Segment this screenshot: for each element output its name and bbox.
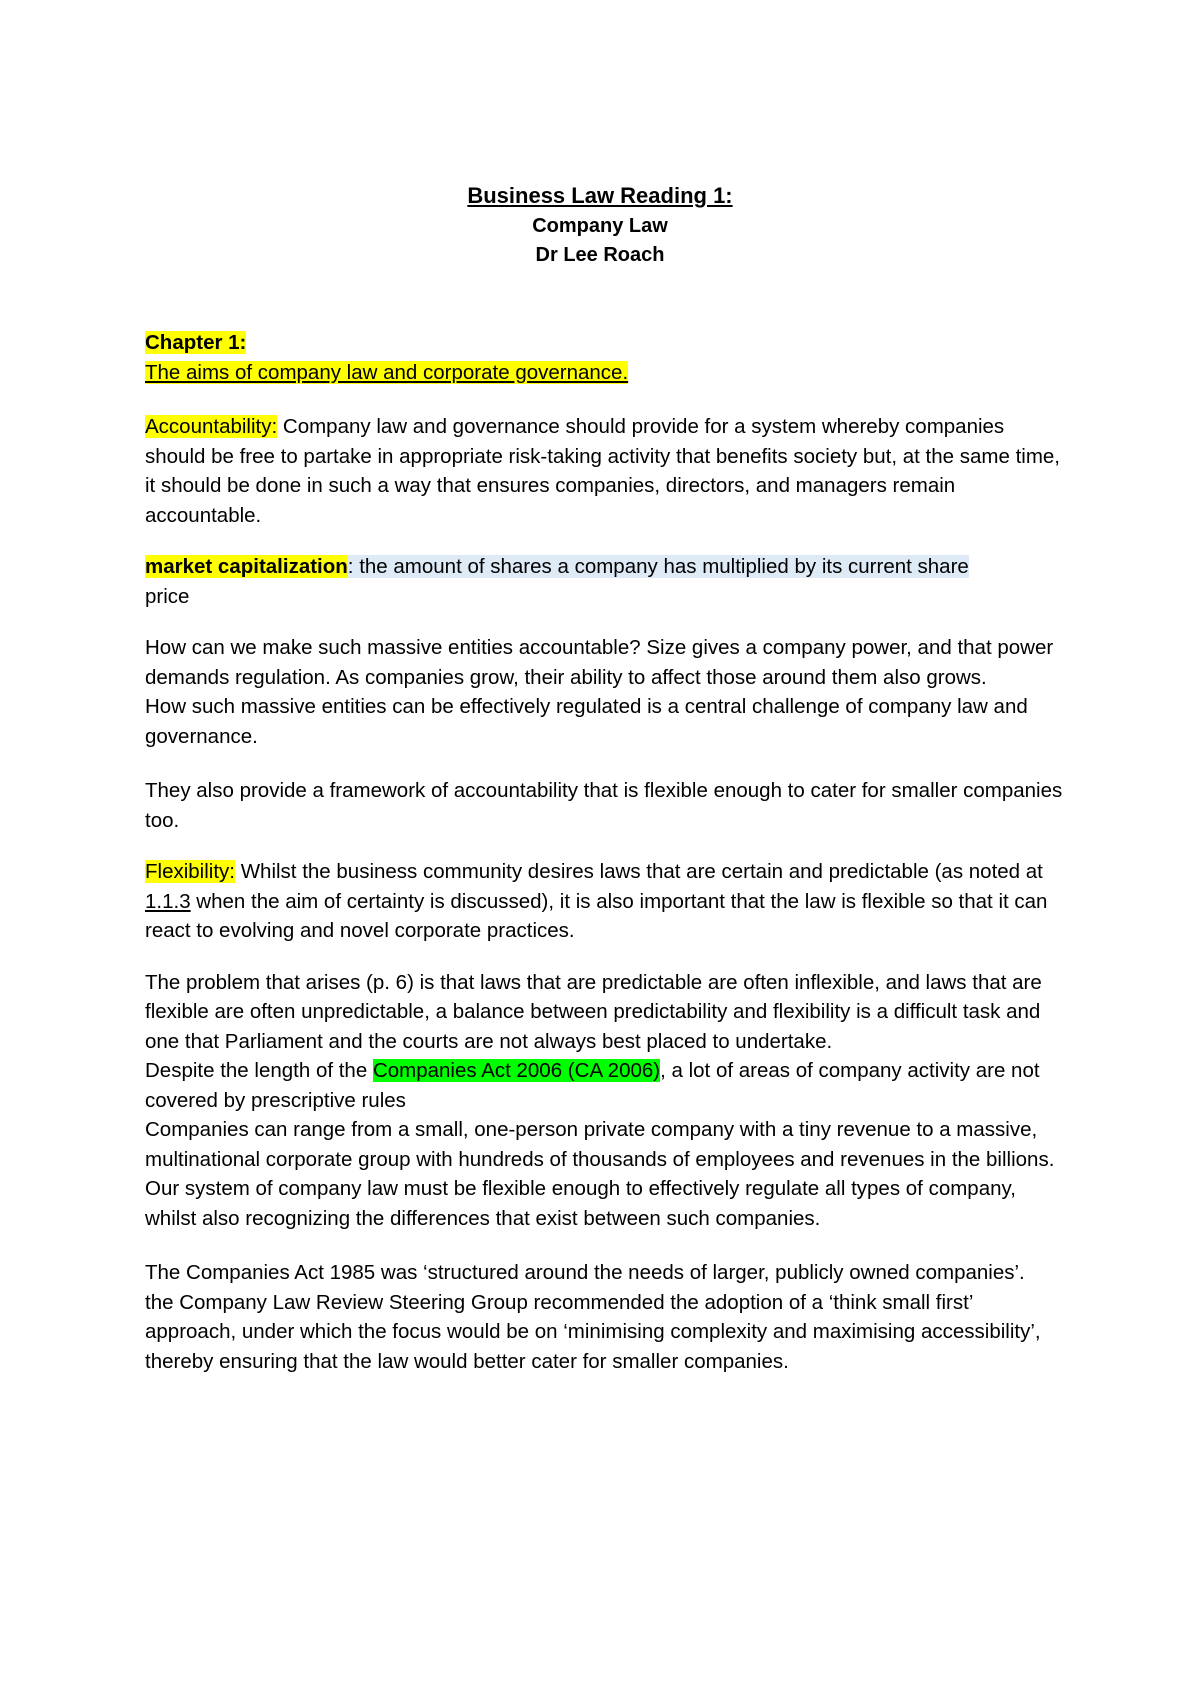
problem-line-1: The problem that arises (p. 6) is that laws that are predictable are often inflexible, and laws that are flexible are often unpredictable, a balance between predictability and flexibility is a difficult task and one that Parliament and the courts are not always best placed to undertake. bbox=[145, 970, 1042, 1053]
framework-paragraph: They also provide a framework of accountability that is flexible enough to cater for smaller companies too. bbox=[145, 779, 1063, 832]
flexibility-text-a: Whilst the business community desires laws that are certain and predictable (as noted at bbox=[235, 860, 1043, 883]
section-reference-link[interactable]: 1.1.3 bbox=[145, 889, 191, 913]
companies-act-highlight: Companies Act 2006 (CA 2006) bbox=[372, 1059, 661, 1082]
accountability-term: Accountability: bbox=[145, 415, 278, 438]
accountability-paragraph bbox=[145, 412, 1065, 530]
market-cap-text: : the amount of shares a company has multiplied by its current share bbox=[347, 555, 969, 578]
document-author: Dr Lee Roach bbox=[535, 244, 665, 266]
chapter-label bbox=[145, 328, 1065, 358]
problem-line-4: Our system of company law must be flexible enough to effectively regulate all types of company, whilst also recognizing the differences that exist between such companies. bbox=[145, 1177, 1016, 1230]
problem-paragraph bbox=[145, 968, 1065, 1234]
flexibility-text-b: when the aim of certainty is discussed), it is also important that the law is flexible so that it can react to evolving and novel corporate practices. bbox=[145, 889, 1048, 942]
market-cap-text-end: price bbox=[145, 584, 190, 608]
document-header bbox=[0, 180, 1200, 270]
market-cap-term: market capitalization bbox=[145, 555, 348, 578]
massive-entities-paragraph bbox=[145, 633, 1065, 751]
massive-entities-line-2: How such massive entities can be effectively regulated is a central challenge of company law and governance. bbox=[145, 695, 1028, 748]
market-cap-paragraph bbox=[145, 552, 1065, 611]
flexibility-term: Flexibility: bbox=[145, 860, 235, 883]
document-subject: Company Law bbox=[532, 215, 668, 237]
problem-line-2b: , a lot of areas of company activity are not covered by prescriptive rules bbox=[145, 1059, 1040, 1112]
problem-line-3: Companies can range from a small, one-person private company with a tiny revenue to a massive, multinational corporate group with hundreds of thousands of employees and revenues in the billions. bbox=[145, 1118, 1055, 1171]
flexibility-paragraph bbox=[145, 857, 1065, 946]
massive-entities-line-1: How can we make such massive entities accountable? Size gives a company power, and that power demands regulation. As companies grow, their ability to affect those around them also grows. bbox=[145, 636, 1054, 689]
problem-line-2a: Despite the length of the bbox=[145, 1059, 373, 1082]
companies-act-1985-paragraph bbox=[145, 1258, 1065, 1376]
document-title: Business Law Reading 1: bbox=[467, 183, 733, 208]
document-body bbox=[145, 328, 1065, 1376]
ca1985-line-1: The Companies Act 1985 was ‘structured around the needs of larger, publicly owned companies’. bbox=[145, 1261, 1025, 1284]
accountability-text: Company law and governance should provide for a system whereby companies should be free to partake in appropriate risk-taking activity that benefits society but, at the same time, it should be done in such a way that ensures companies, directors, and managers remain accountable. bbox=[145, 415, 1061, 527]
ca1985-line-2: the Company Law Review Steering Group recommended the adoption of a ‘think small first’ approach, under which the focus would be on ‘minimising complexity and maximising accessibility’, thereby ensuring that the law would better cater for smaller companies. bbox=[145, 1290, 1041, 1373]
chapter-heading bbox=[145, 358, 1065, 388]
chapter-title: The aims of company law and corporate governance. bbox=[145, 360, 629, 384]
chapter-number: Chapter 1: bbox=[145, 331, 247, 354]
